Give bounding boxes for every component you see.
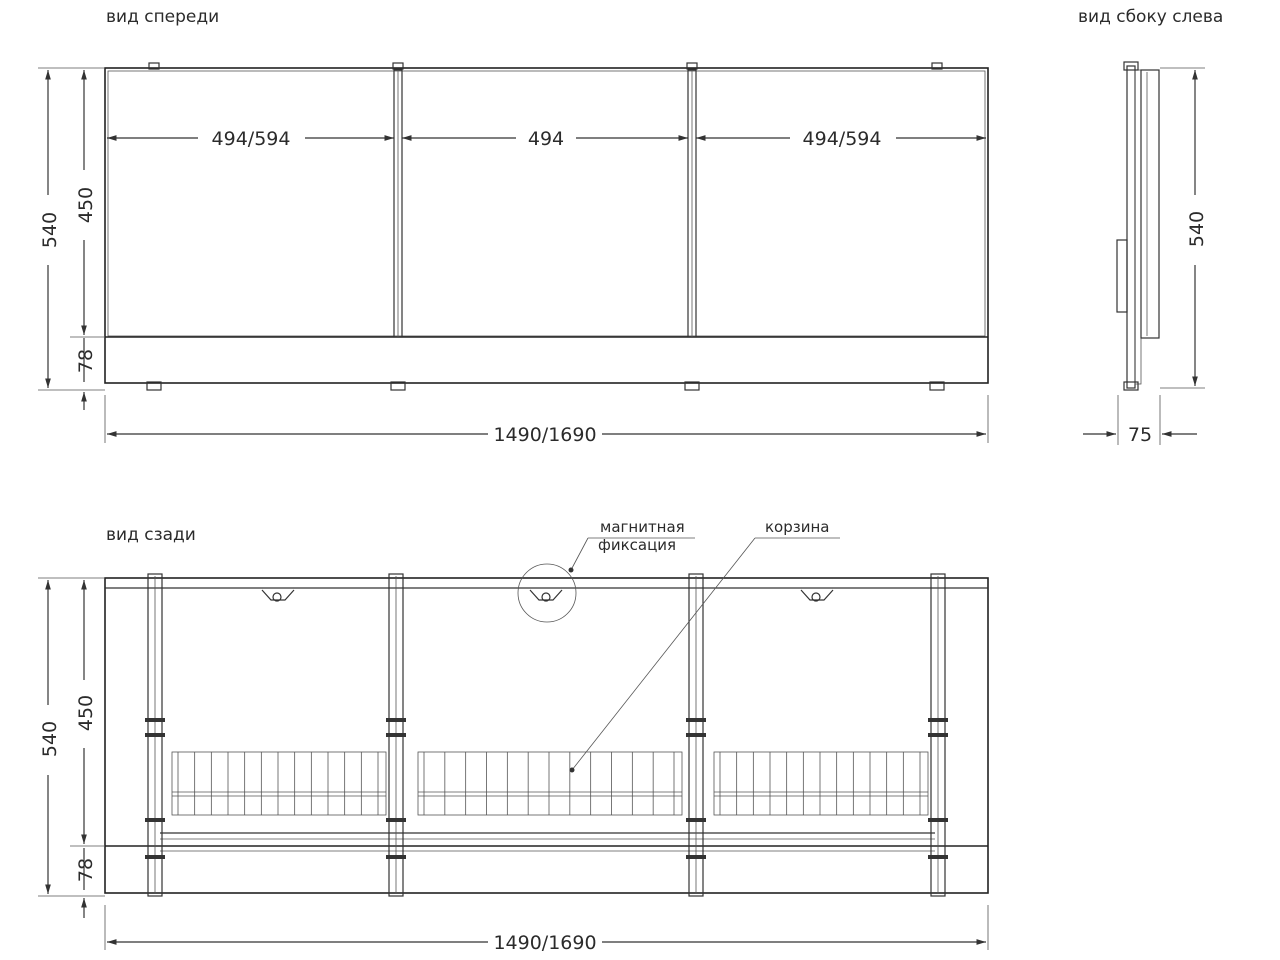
dim-back-panel-height: 450 — [75, 694, 97, 732]
back-view-title: вид сзади — [106, 525, 196, 545]
back-width-dimension — [105, 905, 988, 954]
dim-panel-right: 494/594 — [802, 128, 882, 150]
dim-total-height: 540 — [39, 211, 61, 249]
front-panel-dividers — [394, 70, 696, 337]
dim-back-plinth-height: 78 — [75, 857, 97, 883]
front-width-dimension — [105, 395, 988, 446]
back-vertical-dimensions — [38, 578, 105, 918]
dim-panel-left: 494/594 — [211, 128, 291, 150]
dim-panel-height: 450 — [75, 186, 97, 224]
magnet-hooks — [262, 564, 833, 622]
dim-back-total-width: 1490/1690 — [493, 932, 597, 954]
dim-side-depth: 75 — [1127, 424, 1153, 446]
side-rail — [1141, 70, 1159, 338]
dim-plinth-height: 78 — [75, 348, 97, 374]
basket-grid — [714, 752, 928, 815]
front-view-title: вид спереди — [106, 7, 220, 27]
side-front-panel — [1127, 66, 1135, 388]
dim-back-total-height: 540 — [39, 720, 61, 758]
callout-magnetic-1: магнитная — [600, 518, 685, 536]
side-view — [1078, 7, 1223, 446]
dim-side-height: 540 — [1186, 210, 1208, 248]
back-post-clamps — [145, 718, 948, 859]
dim-panel-middle: 494 — [527, 128, 565, 150]
front-vertical-dimensions — [38, 68, 105, 410]
baskets — [172, 752, 928, 815]
basket-grid — [172, 752, 386, 815]
side-basket-block — [1117, 240, 1127, 312]
front-panel-dimensions — [107, 128, 986, 150]
front-view — [38, 7, 988, 446]
front-inner-frame — [108, 71, 985, 336]
back-view — [38, 518, 988, 954]
callout-magnetic-2: фиксация — [598, 536, 677, 554]
basket-grid — [418, 752, 682, 815]
callout-basket: корзина — [765, 518, 830, 536]
dim-total-width: 1490/1690 — [493, 424, 597, 446]
side-view-title: вид сбоку слева — [1078, 7, 1224, 27]
